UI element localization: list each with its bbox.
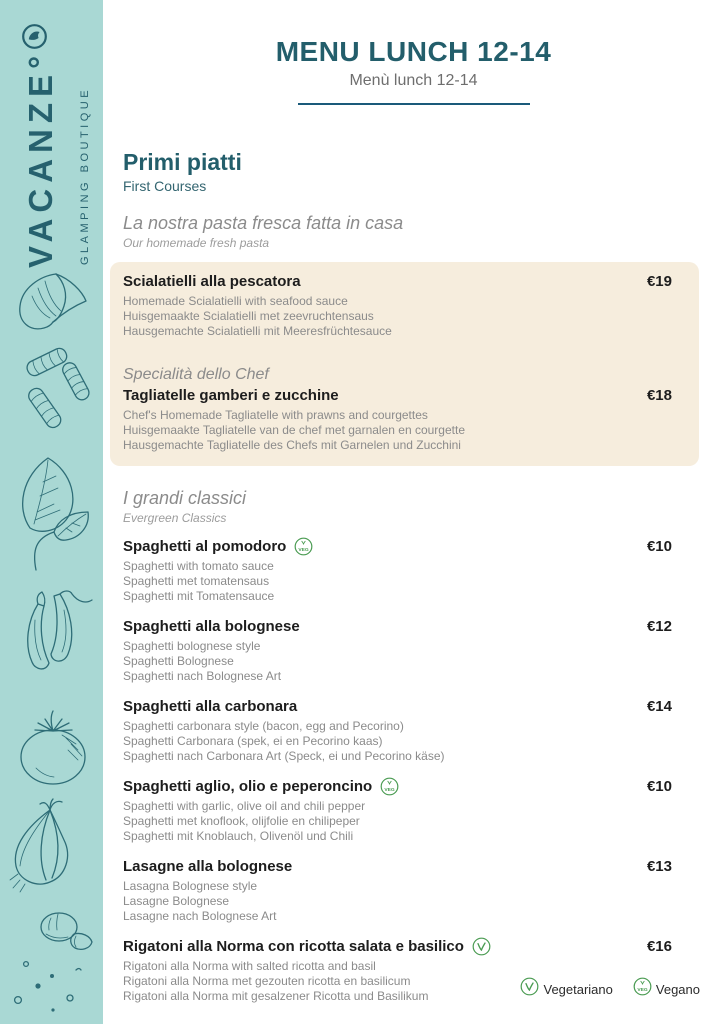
header-divider (298, 103, 530, 105)
item-name: Spaghetti aglio, olio e peperoncino (123, 778, 373, 795)
item-description: Spaghetti Bolognese (123, 654, 234, 668)
vegan-badge-icon (380, 777, 399, 796)
item-row (123, 617, 672, 636)
item-description: Spaghetti with tomato sauce (123, 559, 274, 573)
item-name: Spaghetti al pomodoro (123, 538, 287, 555)
group-items (123, 537, 672, 1004)
svg-text:VEG: VEG (637, 987, 648, 993)
item-description: Spaghetti Carbonara (spek, ei en Pecorino kaas) (123, 734, 383, 748)
menu-item (123, 537, 672, 604)
item-row (123, 857, 672, 876)
item-name: Spaghetti alla carbonara (123, 698, 298, 715)
item-description: Spaghetti nach Bolognese Art (123, 669, 282, 683)
mushroom-sketch-icon (36, 908, 94, 960)
brand-sidebar (0, 0, 103, 1024)
item-description: Rigatoni alla Norma with salted ricotta and basil (123, 959, 376, 973)
legend-entry (520, 977, 612, 1001)
item-description: Spaghetti mit Tomatensauce (123, 589, 275, 603)
item-price: €13 (646, 858, 672, 875)
vegetarian-badge-icon (472, 937, 491, 956)
group-subtitle: Our homemade fresh pasta (123, 236, 270, 250)
item-price: €10 (646, 778, 672, 795)
legend-label: Vegetariano (543, 981, 613, 997)
item-description: Rigatoni alla Norma mit gesalzener Ricotta und Basilikum (123, 989, 429, 1003)
item-description: Spaghetti met knoflook, olijfolie en chilipeper (123, 814, 360, 828)
menu-header (103, 0, 724, 105)
item-description: Lasagne Bolognese (123, 894, 230, 908)
item-description: Huisgemaakte Tagliatelle van de chef met garnalen en courgette (123, 423, 465, 437)
tomato-sketch-icon (16, 708, 90, 790)
item-description: Homemade Scialatielli with seafood sauce (123, 294, 348, 308)
item-description: Lasagna Bolognese style (123, 879, 258, 893)
menu-groups (123, 212, 672, 1004)
item-pre-label: Specialità dello Chef (123, 366, 269, 383)
group-title: I grandi classici (123, 488, 247, 508)
garlic-sketch-icon (12, 266, 90, 338)
item-description: Rigatoni alla Norma met gezouten ricotta en basilicum (123, 974, 411, 988)
item-price: €12 (646, 618, 672, 635)
brand-name: VACANZE° (22, 49, 59, 268)
item-name: Spaghetti alla bolognese (123, 618, 300, 635)
brand-tagline: GLAMPING BOUTIQUE (79, 86, 91, 265)
menu-item (123, 272, 672, 339)
item-row (123, 937, 672, 956)
item-price: €19 (646, 273, 672, 290)
page-title: MENU LUNCH 12-14 (275, 36, 552, 67)
item-row (123, 386, 672, 405)
item-description: Spaghetti met tomatensaus (123, 574, 270, 588)
item-price: €14 (646, 698, 672, 715)
section-title: Primi piatti (123, 149, 242, 175)
legend-label: Vegano (655, 981, 700, 997)
item-price: €10 (646, 538, 672, 555)
item-name: Lasagne alla bolognese (123, 858, 293, 875)
item-row (123, 537, 672, 556)
menu-item (123, 365, 672, 453)
item-description: Spaghetti carbonara style (bacon, egg and Pecorino) (123, 719, 404, 733)
vegan-badge-icon (633, 977, 652, 1001)
item-description: Lasagne nach Bolognese Art (123, 909, 277, 923)
diet-legend (520, 977, 700, 1001)
menu-group (123, 212, 672, 466)
chili-peppers-sketch-icon (8, 586, 94, 688)
item-description: Spaghetti nach Carbonara Art (Speck, ei und Pecorino käse) (123, 749, 445, 763)
svg-text:VEG: VEG (384, 787, 395, 793)
menu-item (123, 697, 672, 764)
section-primi-piatti (103, 149, 724, 1004)
item-description: Hausgemachte Scialatielli mit Meeresfrüchtesauce (123, 324, 392, 338)
menu-item (123, 777, 672, 844)
menu-item (123, 857, 672, 924)
legend-entry (633, 977, 700, 1001)
fusilli-sketch-icon (18, 344, 90, 436)
menu-item (123, 617, 672, 684)
svg-text:VEG: VEG (298, 547, 310, 553)
item-description: Spaghetti with garlic, olive oil and chili pepper (123, 799, 366, 813)
onion-sketch-icon (6, 798, 86, 894)
vegetarian-badge-icon (520, 977, 539, 1001)
item-description: Huisgemaakte Scialatielli met zeevruchtensaus (123, 309, 374, 323)
group-subtitle: Evergreen Classics (123, 511, 227, 525)
basil-leaves-sketch-icon (10, 446, 92, 574)
item-row (123, 272, 672, 291)
item-description: Spaghetti bolognese style (123, 639, 261, 653)
item-description: Spaghetti mit Knoblauch, Olivenöl und Chili (123, 829, 354, 843)
section-subtitle: First Courses (123, 178, 207, 194)
item-name: Scialatielli alla pescatora (123, 273, 301, 290)
item-description: Hausgemachte Tagliatelle des Chefs mit Garnelen und Zucchini (123, 438, 461, 452)
item-description: Chef's Homemade Tagliatelle with prawns and courgettes (123, 408, 428, 422)
item-row (123, 697, 672, 716)
item-row (123, 777, 672, 796)
item-name: Rigatoni alla Norma con ricotta salata e basilico (123, 938, 464, 955)
page-subtitle: Menù lunch 12-14 (349, 72, 478, 89)
menu-content (103, 0, 724, 1024)
menu-group (123, 487, 672, 1004)
item-price: €16 (646, 938, 672, 955)
group-items (110, 262, 699, 466)
item-name: Tagliatelle gamberi e zucchine (123, 387, 339, 404)
vegan-badge-icon (294, 537, 313, 556)
crumbs-sketch-icon (8, 956, 90, 1014)
group-title: La nostra pasta fresca fatta in casa (123, 213, 404, 233)
item-price: €18 (646, 387, 672, 404)
